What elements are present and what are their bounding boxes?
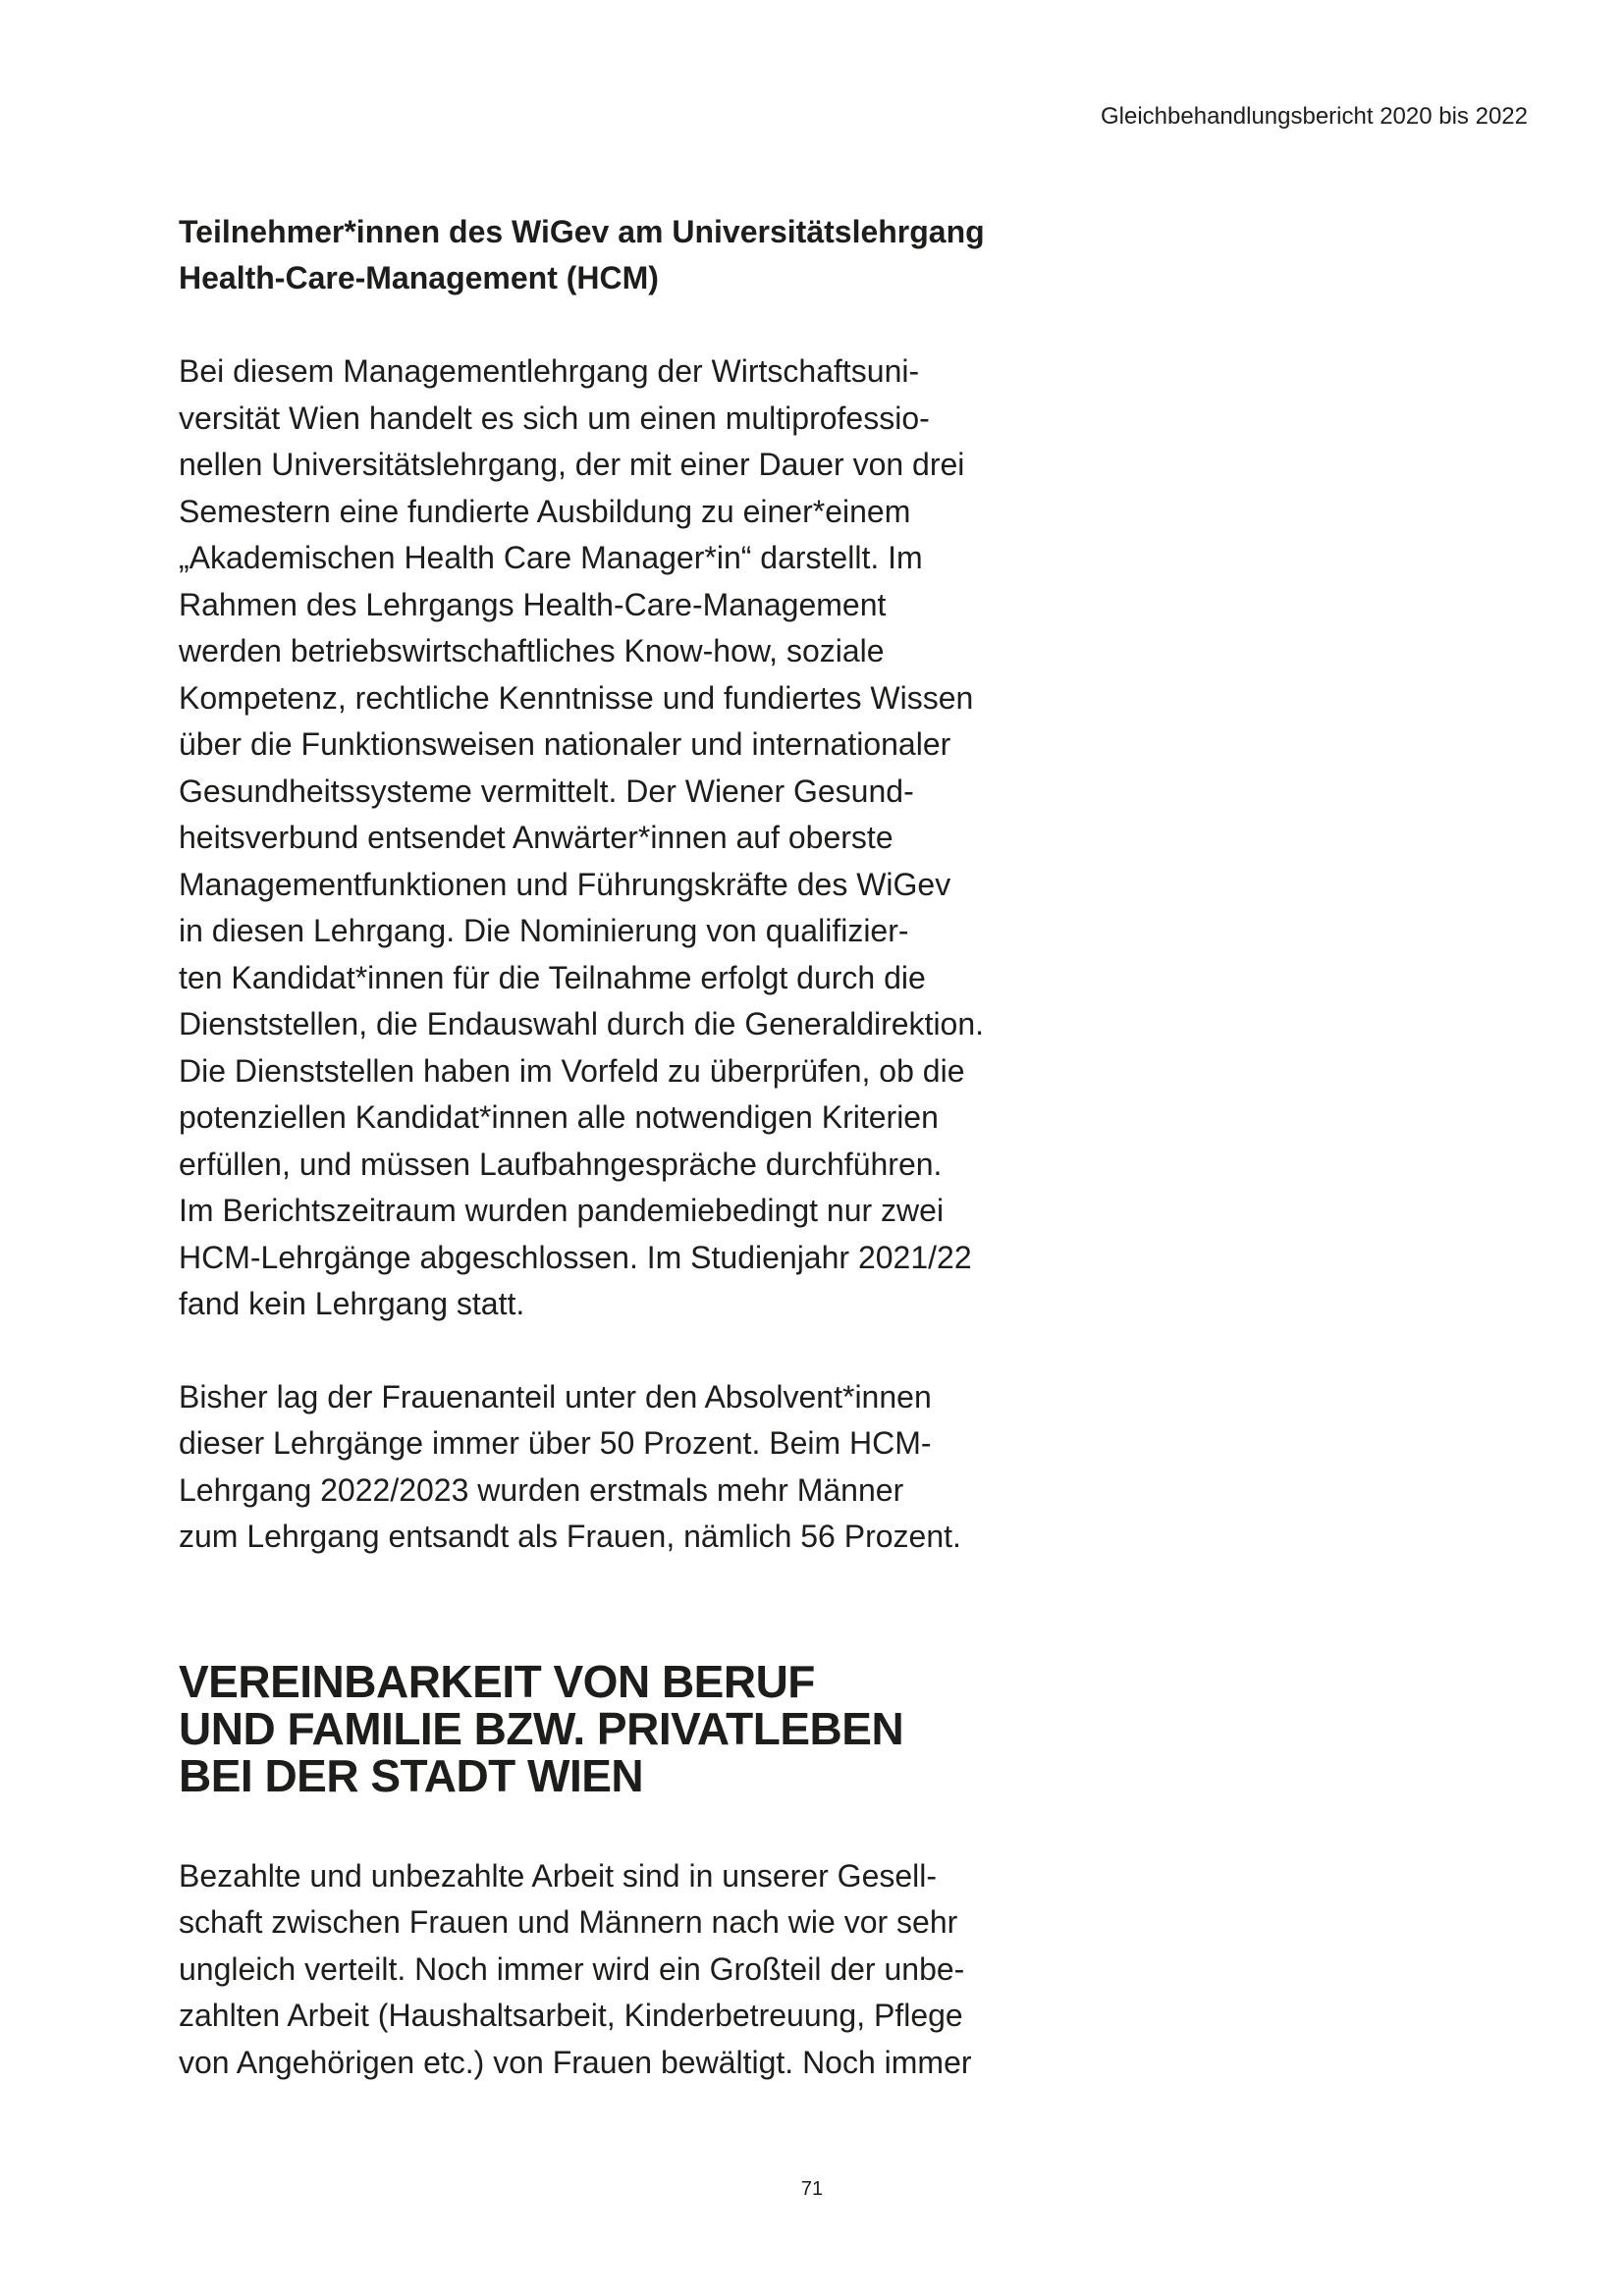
text-line: Managementfunktionen und Führungskräfte des WiGev [179,866,951,902]
running-header: Gleichbehandlungsbericht 2020 bis 2022 [1101,103,1528,130]
subsection-title-line: Health-Care-Management (HCM) [179,260,659,295]
section-heading [179,1655,1062,1801]
text-line: Dienststellen, die Endauswahl durch die Generaldirektion. [179,1006,985,1041]
text-line: Kompetenz, rechtliche Kenntnisse und fundiertes Wissen [179,679,974,716]
text-line: werden betriebswirtschaftliches Know-how, soziale [179,633,885,668]
text-line: von Angehörigen etc.) von Frauen bewältigt. Noch immer [179,2044,972,2080]
text-line: Bei diesem Managementlehrgang der Wirtschaftsuni- [179,353,920,389]
text-line: fand kein Lehrgang statt. [179,1286,525,1321]
text-line: Lehrgang 2022/2023 wurden erstmals mehr Männer [179,1471,904,1508]
text-line: ungleich verteilt. Noch immer wird ein Großteil der unbe- [179,1950,965,1987]
text-line: Im Berichtszeitraum wurden pandemiebedingt nur zwei [179,1193,945,1228]
text-line: versität Wien handelt es sich um einen multiprofessio- [179,400,930,436]
text-line: in diesen Lehrgang. Die Nominierung von qualifizier- [179,913,909,948]
text-line: „Akademischen Health Care Manager*in“ darstellt. Im [179,540,923,575]
paragraph-work-distribution [179,1853,1062,2087]
subsection-title-line: Teilnehmer*innen des WiGev am Universitätslehrgang [179,214,985,249]
text-line: potenziellen Kandidat*innen alle notwendigen Kriterien [179,1099,939,1135]
text-line: heitsverbund entsendet Anwärter*innen auf oberste [179,820,893,855]
subsection-title [179,209,1062,301]
text-line: dieser Lehrgänge immer über 50 Prozent. Beim HCM- [179,1425,932,1461]
section-heading-line: BEI DER STADT WIEN [179,1749,644,1801]
paragraph-female-share [179,1374,1062,1561]
text-line: Bezahlte und unbezahlte Arbeit sind in unserer Gesell- [179,1857,938,1894]
text-line: nellen Universitätslehrgang, der mit einer Dauer von drei [179,447,965,482]
main-content [179,209,1062,2086]
text-line: schaft zwischen Frauen und Männern nach wie vor sehr [179,1904,958,1940]
section-heading-line: UND FAMILIE BZW. PRIVATLEBEN [179,1702,904,1754]
text-line: erfüllen, und müssen Laufbahngespräche durchführen. [179,1146,943,1182]
section-heading-line: VEREINBARKEIT VON BERUF [179,1655,815,1707]
text-line: zahlten Arbeit (Haushaltsarbeit, Kinderbetreuung, Pflege [179,1998,963,2033]
text-line: Semestern eine fundierte Ausbildung zu einer*einem [179,493,911,529]
text-line: Gesundheitssysteme vermittelt. Der Wiener Gesund- [179,773,914,809]
text-line: HCM-Lehrgänge abgeschlossen. Im Studienjahr 2021/22 [179,1239,972,1275]
text-line: Bisher lag der Frauenanteil unter den Absolvent*innen [179,1378,932,1415]
text-line: Die Dienststellen haben im Vorfeld zu überprüfen, ob die [179,1052,965,1089]
paragraph-hcm-description [179,348,1062,1328]
text-line: ten Kandidat*innen für die Teilnahme erfolgt durch die [179,959,926,995]
page-number: 71 [800,2178,824,2200]
text-line: über die Funktionsweisen nationaler und internationaler [179,726,951,762]
text-line: zum Lehrgang entsandt als Frauen, nämlich 56 Prozent. [179,1519,961,1554]
text-line: Rahmen des Lehrgangs Health-Care-Management [179,586,887,622]
